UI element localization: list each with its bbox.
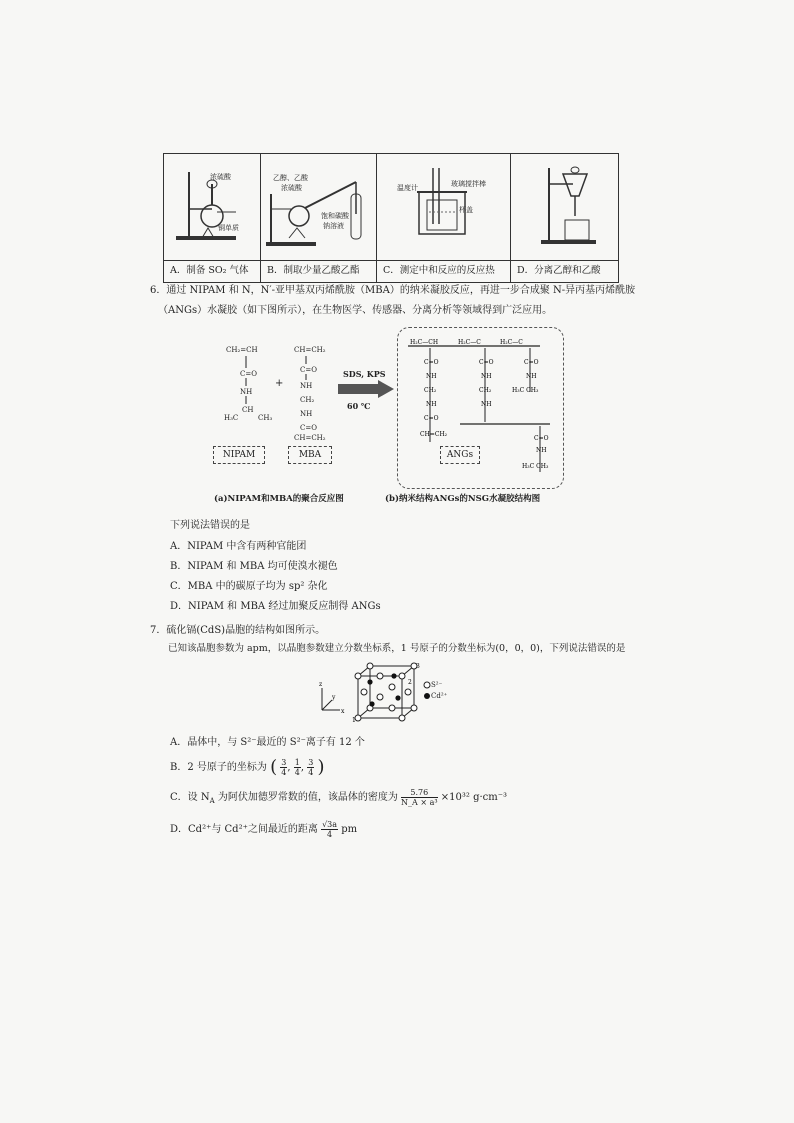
label-lid: 杯盖 [459,206,473,214]
option-d-label: D．分离乙醇和乙酸 [517,265,601,276]
option-c-cell [377,261,511,283]
label-sat-carbonate: 饱和碳酸 [321,212,349,220]
separating-funnel-diagram [511,154,618,256]
svg-text:CH: CH [242,406,254,414]
monomer-structures [210,340,340,440]
svg-text:CH=CH₂: CH=CH₂ [420,431,448,438]
label-conc-sulfuric: 浓硫酸 [210,173,231,181]
svg-text:C=O: C=O [524,359,539,366]
svg-text:C=O: C=O [424,415,439,422]
apparatus-a-cell [164,154,261,261]
svg-text:y: y [332,694,336,701]
svg-text:z: z [319,681,323,688]
q7-option-c-suffix: ×10³² g·cm⁻³ [440,792,508,803]
q6-stem-line1: 6．通过 NIPAM 和 N，N′-亚甲基双丙烯酰胺（MBA）的纳米凝胶反应，再进一步合成聚 N-异丙基丙烯酰胺 [150,285,636,296]
q6-option-c: C．MBA 中的碳原子均为 sp² 杂化 [170,581,328,592]
svg-text:H₂C—CH: H₂C—CH [410,339,439,346]
apparatus-b-cell [261,154,377,261]
ester-apparatus-diagram [261,154,376,256]
label-thermometer: 温度计 [397,184,418,192]
svg-text:C=O: C=O [300,366,317,374]
label-ethanol-acid: 乙醇、乙酸 [273,174,308,182]
label-sodium-sol: 钠溶液 [323,222,344,230]
option-a-label: A．制备 SO₂ 气体 [170,265,249,276]
svg-text:CH=CH₂: CH=CH₂ [294,434,326,440]
svg-text:H₃C CH₃: H₃C CH₃ [522,463,549,470]
label-b-sulfuric: 浓硫酸 [281,184,302,192]
label-copper: 铜单质 [218,224,239,232]
so2-apparatus-diagram [164,154,260,256]
distance-num: √3a [322,820,338,829]
svg-text:+: + [275,378,284,389]
q7-option-b: B．2 号原子的坐标为 ( $\frac{3}{4}$ , $\frac{1}{4}$ , $\frac{3}{4}$ ) [170,756,325,778]
svg-text:1: 1 [352,717,356,724]
svg-text:NH: NH [481,401,492,408]
density-den: N_A × a³ [401,798,438,807]
option-a-cell [164,261,261,283]
svg-text:NH: NH [481,373,492,380]
apparatus-table [163,153,619,283]
paren-right: ) [317,756,325,778]
svg-text:C=O: C=O [300,424,317,432]
option-b-label: B．制取少量乙酸乙酯 [267,265,360,276]
q7-option-d-suffix: pm [341,824,358,835]
svg-text:C=O: C=O [424,359,439,366]
option-b-cell [261,261,377,283]
q7-option-a: A．晶体中，与 S²⁻最近的 S²⁻离子有 12 个 [170,737,365,748]
q7-option-c-mid: 为阿伏加德罗常数的值，该晶体的密度为 [214,792,398,803]
q7-option-c [170,788,507,808]
svg-text:H₃C: H₃C [224,414,239,422]
q7-option-d-prefix: D．Cd²⁺与 Cd²⁺之间最近的距离 [170,824,318,835]
q7-stem-line2: 已知该晶胞参数为 apm，以晶胞参数建立分数坐标系，1 号原子的分数坐标为(0，0，0)，下列说法错误的是 [168,643,626,654]
svg-text:H₃C CH₃: H₃C CH₃ [512,387,539,394]
svg-text:3: 3 [416,663,420,670]
apparatus-d-cell [511,154,619,261]
calorimeter-diagram [377,154,510,256]
q7-stem-line1: 7．硫化镉(CdS)晶胞的结构如图所示。 [150,625,326,636]
option-d-cell [511,261,619,283]
reaction-arrow [338,380,394,398]
svg-text:NH: NH [426,373,437,380]
option-c-label: C．测定中和反应的反应热 [383,265,495,276]
density-num: 5.76 [401,788,438,798]
q7-option-b-prefix: B．2 号原子的坐标为 [170,762,267,773]
svg-text:NH: NH [240,388,253,396]
nipam-label-box: NIPAM [213,446,265,464]
q6-option-a: A．NIPAM 中含有两种官能团 [170,541,307,552]
coord-z: $\frac{3}{4}$ [308,758,314,777]
legend-cd: Cd²⁺ [431,692,448,700]
svg-text:NH: NH [526,373,537,380]
q7-option-d [170,820,357,839]
svg-text:2: 2 [408,679,412,686]
coord-x: $\frac{3}{4}$ [281,758,287,777]
svg-text:CH₂: CH₂ [424,387,437,394]
svg-text:x: x [341,708,345,715]
angs-structure [400,332,560,482]
svg-text:CH₃: CH₃ [258,414,273,422]
svg-text:H₂C—C: H₂C—C [458,339,481,346]
svg-text:C=O: C=O [534,435,549,442]
density-fraction [401,788,438,807]
svg-text:C=O: C=O [240,370,257,378]
legend-markers [423,681,431,701]
svg-text:CH=CH₂: CH=CH₂ [294,346,326,354]
caption-b: (b)纳米结构ANGs的NSG水凝胶结构图 [385,494,541,504]
svg-text:CH₂: CH₂ [479,387,492,394]
apparatus-c-cell [377,154,511,261]
mba-label-box: MBA [288,446,332,464]
q6-stem-line2: （ANGs）水凝胶（如下图所示），在生物医学、传感器、分离分析等领域得到广泛应用。 [158,305,553,316]
q6-option-d: D．NIPAM 和 MBA 经过加聚反应制得 ANGs [170,601,381,612]
q7-option-c-prefix: C．设 N [170,792,210,803]
svg-text:NH: NH [300,382,313,390]
caption-a: (a)NIPAM和MBA的聚合反应图 [214,494,344,504]
svg-text:CH₂: CH₂ [300,396,315,404]
distance-fraction [321,820,338,839]
svg-text:NH: NH [426,401,437,408]
distance-den: 4 [327,830,333,839]
svg-text:H₂C—C: H₂C—C [500,339,523,346]
q6-option-b: B．NIPAM 和 MBA 均可使溴水褪色 [170,561,338,572]
svg-text:C=O: C=O [479,359,494,366]
paren-left: ( [270,756,278,778]
angs-label-box: ANGs [440,446,480,464]
q6-question: 下列说法错误的是 [170,520,250,531]
svg-text:NH: NH [300,410,313,418]
svg-text:NH: NH [536,447,547,454]
svg-text:CH₂=CH: CH₂=CH [226,346,258,354]
coord-y: $\frac{1}{4}$ [294,758,300,777]
reaction-conditions-bottom: 60 ℃ [347,401,371,411]
label-stirrer: 玻璃搅拌棒 [451,180,486,188]
na-subscript: A [209,797,215,805]
legend-s: S²⁻ [431,681,443,689]
reaction-conditions-top: SDS, KPS [343,369,386,379]
